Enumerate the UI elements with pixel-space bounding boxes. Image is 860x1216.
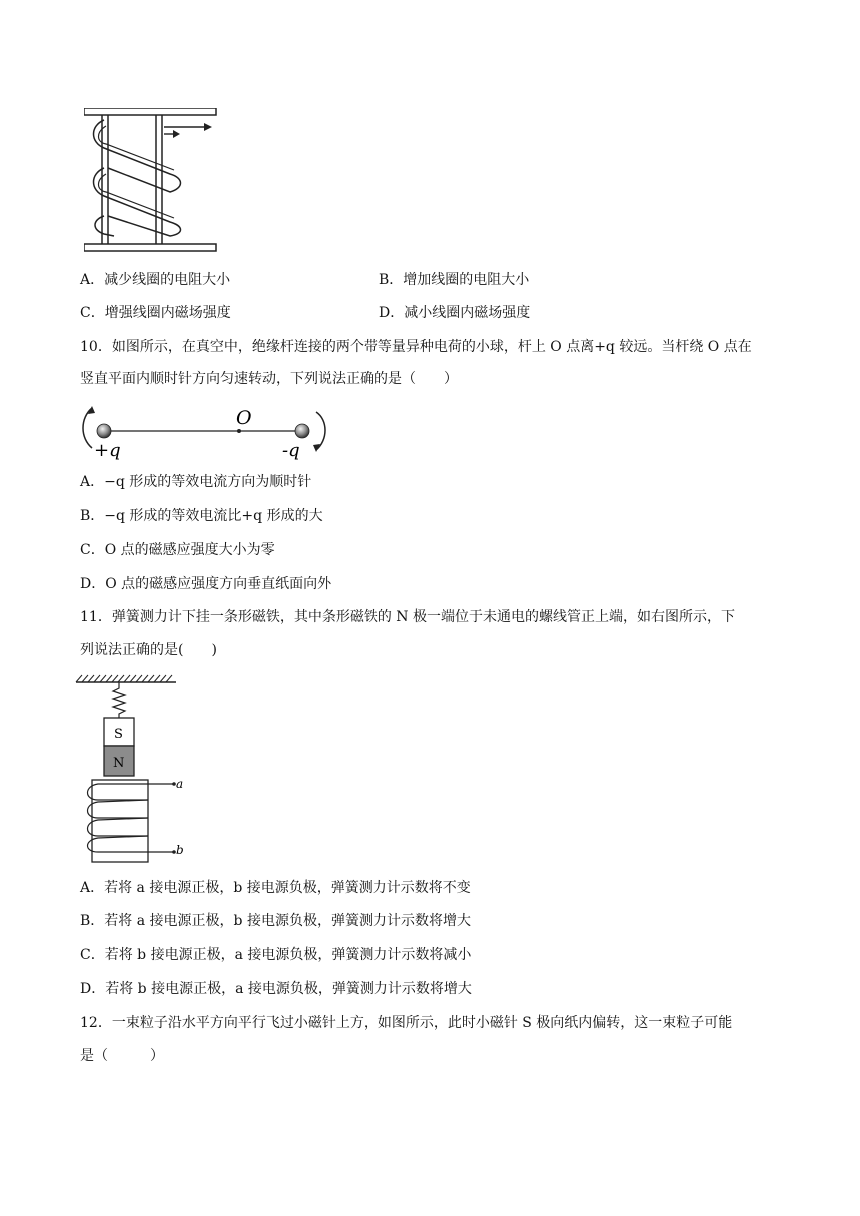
q9-option-a[interactable]: A．减少线圈的电阻大小 — [80, 272, 231, 288]
label-plus-q: +q — [94, 440, 121, 460]
magnet-s-label: S — [114, 727, 123, 742]
q11-option-d[interactable]: D．若将 b 接电源正极，a 接电源负极，弹簧测力计示数将增大 — [80, 981, 472, 997]
label-o: O — [236, 407, 252, 429]
q10-stem-line1: 10．如图所示，在真空中，绝缘杆连接的两个带等量异种电荷的小球，杆上 O 点离+q 较远。当杆绕 O 点在 — [80, 339, 752, 355]
q10-option-b[interactable]: B．−q 形成的等效电流比+q 形成的大 — [80, 508, 323, 524]
q9-solenoid-figure — [84, 108, 224, 254]
q12-stem-line1: 12．一束粒子沿水平方向平行飞过小磁针上方，如图所示，此时小磁针 S 极向纸内偏转，这一束粒子可能 — [80, 1015, 733, 1031]
magnet-n-label: N — [113, 756, 125, 771]
rotation-arrow-icon — [83, 408, 92, 448]
q11-stem-line2: 列说法正确的是( ) — [80, 642, 217, 658]
q9-option-d[interactable]: D．减小线圈内磁场强度 — [379, 305, 531, 321]
q11-magnet-solenoid-figure — [72, 672, 192, 866]
q10-option-d[interactable]: D．O 点的磁感应强度方向垂直纸面向外 — [80, 576, 332, 592]
terminal-a-label: a — [176, 777, 184, 791]
q10-stem-line2: 竖直平面内顺时针方向匀速转动，下列说法正确的是（ ） — [80, 371, 458, 387]
spring-icon — [113, 682, 125, 718]
q9-option-c[interactable]: C．增强线圈内磁场强度 — [80, 305, 231, 321]
q12-stem-line2: 是（ ） — [80, 1048, 164, 1064]
q10-option-a[interactable]: A．−q 形成的等效电流方向为顺时针 — [80, 474, 312, 490]
q10-rod-figure — [76, 402, 338, 460]
q9-option-b[interactable]: B．增加线圈的电阻大小 — [379, 272, 530, 288]
q11-stem-line1: 11．弹簧测力计下挂一条形磁铁，其中条形磁铁的 N 极一端位于未通电的螺线管正上端，如右图所示，下 — [80, 609, 735, 625]
q11-option-c[interactable]: C．若将 b 接电源正极，a 接电源负极，弹簧测力计示数将减小 — [80, 947, 472, 963]
terminal-b-label: b — [176, 843, 184, 857]
label-minus-q: -q — [282, 440, 300, 460]
q11-option-a[interactable]: A．若将 a 接电源正极，b 接电源负极，弹簧测力计示数将不变 — [80, 880, 471, 896]
q10-option-c[interactable]: C．O 点的磁感应强度大小为零 — [80, 542, 275, 558]
q11-option-b[interactable]: B．若将 a 接电源正极，b 接电源负极，弹簧测力计示数将增大 — [80, 913, 471, 929]
